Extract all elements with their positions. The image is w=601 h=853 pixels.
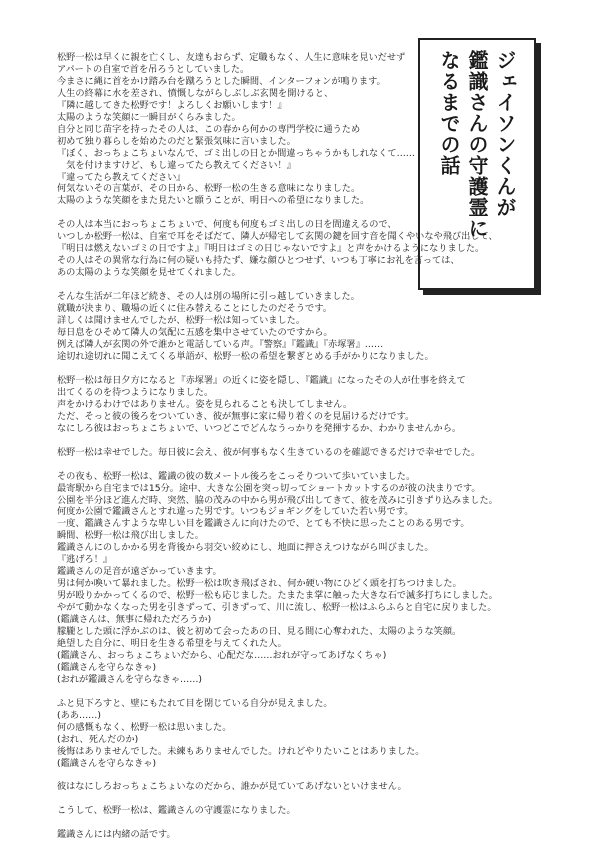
text-line: その人はその異常な行為に何の疑いも持たず、嫌な顔ひとつせず、いつも丁寧にお礼を言っては、 [57, 255, 460, 267]
text-line: 鑑識さんにのしかかる男を背後から羽交い絞めにし、地面に押さえつけながら叫びました。 [57, 542, 434, 554]
text-line: 男が殴りかかってくるので、松野一松も応じました。たまたま掌に触った大きな石で滅多打ちにしました。 [57, 590, 498, 602]
text-line: 今まさに縄に首をかけ踏み台を蹴ろうとした瞬間、インターフォンが鳴ります。 [57, 75, 386, 87]
text-line: いつしか松野一松は、自室で耳をそばだて、隣人が帰宅して玄関の鍵を回す音を聞くやいなや飛び出して、 [57, 231, 498, 243]
text-line: 一度、鑑識さんすような卑しい目を鑑識さんに向けたので、とても不快に思ったことのある男です。 [57, 518, 470, 530]
text-line: (鑑識さんを守らなきゃ) [57, 661, 157, 673]
text-line: (おれが鑑識さんを守らなきゃ……) [57, 673, 202, 685]
text-line: 太陽のような笑顔をまた見たいと願うことが、明日への希望になりました。 [57, 195, 370, 207]
text-line: 太陽のような笑顔に一瞬目がくらみました。 [57, 111, 241, 123]
text-line: (鑑識さんを守らなきゃ) [57, 757, 157, 769]
text-line: (鑑識さん、おっちょこちょいだから、心配だな……おれが守ってあげなくちゃ) [57, 649, 387, 661]
text-line: 『ぼく、おっちょこちょいなんで、ゴミ出しの日とか間違っちゃうかもしれなくて…… [57, 147, 415, 159]
text-line: 瞬間、松野一松は飛び出しました。 [57, 530, 204, 542]
paragraph [57, 447, 527, 459]
text-line: 松野一松は幸せでした。毎日彼に会え、彼が何事もなく生きているのを確認できるだけで幸せでした。 [57, 446, 481, 458]
text-line: (おれ、死んだのか) [57, 733, 139, 745]
text-line: 後悔はありませんでした。未練もありませんでした。けれどやりたいことはありました。 [57, 745, 425, 757]
paragraph [57, 219, 527, 279]
text-line: 毎日息をひそめて隣人の気配に五感を集中させていたのですから。 [57, 327, 333, 339]
paragraph [57, 698, 527, 770]
text-line: こうして、松野一松は、鑑識さんの守護霊になりました。 [57, 805, 296, 817]
text-line: ただ、そっと彼の後ろをついていき、彼が無事に家に帰り着くのを見届けるだけです。 [57, 410, 415, 422]
text-line: 気を付けますけど、もし違ってたら教えてください！』 [57, 159, 296, 171]
paragraph [57, 781, 527, 793]
story-body [57, 52, 527, 853]
text-line: 何気ないその言葉が、その日から、松野一松の生きる意味になりました。 [57, 183, 361, 195]
text-line: 『違ってたら教えてください』 [57, 171, 186, 183]
title-line-2: 鑑識さんの守護霊に [465, 50, 489, 239]
text-line: 『明日は燃えないゴミの日ですよ』『明日はゴミの日じゃないですよ』と声をかけるようになりました。 [57, 243, 485, 255]
text-line: その夜も、松野一松は、鑑識の彼の数メートル後ろをこっそりついて歩いていました。 [57, 470, 416, 482]
text-line: 就職が決まり、職場の近くに住み替えることにしたのだそうです。 [57, 303, 332, 315]
text-line: 朦朧とした頭に浮かぶのは、彼と初めて会ったあの日、見る間に心奪われた、太陽のような笑顔。 [57, 625, 462, 637]
paragraph [57, 805, 527, 817]
text-line: 途切れ途切れに聞こえてくる単語が、松野一松の希望を繋ぎとめる手がかりになりました。 [57, 350, 434, 362]
paragraph [57, 375, 527, 435]
text-line: (ああ……) [57, 709, 101, 721]
paragraph [57, 471, 527, 686]
text-line: 自分と同じ苗字を持ったその人は、この春から何かの専門学校に通うため [57, 123, 361, 135]
text-line: 『隣に越してきた松野です！よろしくお願いします！』 [57, 99, 287, 111]
title-line-3: なるまでの話 [437, 50, 461, 176]
text-line: ふと見下ろすと、壁にもたれて目を閉じている自分が見えました。 [57, 697, 333, 709]
text-line: 鑑識さんの足音が遠ざかっていきます。 [57, 566, 222, 578]
text-line: 初めて独り暮らしを始めたのだと緊張気味に言いました。 [57, 135, 296, 147]
text-line: アパートの自室で首を吊ろうとしていました。 [57, 63, 250, 75]
text-line: 『逃げろ！』 [57, 554, 113, 566]
text-line: (鑑識さんは、無事に帰れただろうか) [57, 614, 212, 626]
text-line: なにしろ彼はおっちょこちょいで、いつどこでどんなうっかりを発揮するか、わかりませんから。 [57, 422, 462, 434]
text-line: 何度か公園で鑑識さんとすれ違った男です。いつもジョギングをしていた若い男です。 [57, 506, 414, 518]
paragraph [57, 52, 527, 207]
paragraph [57, 291, 527, 363]
text-line: 松野一松は早くに親を亡くし、友達もおらず、定職もなく、人生に意味を見いだせず [57, 52, 406, 63]
text-line: 人生の終幕に水を差され、憤慨しながらしぶしぶ玄関を開けると、 [57, 87, 334, 99]
title-line-1: ジェイソンくんが [493, 50, 517, 218]
text-line: やがて動かなくなった男を引きずって、引きずって、川に流し、松野一松はふらふらと自宅に戻りました。 [57, 602, 497, 614]
text-line: 例えば隣人が玄関の外で誰かと電話している声。『警察』『鑑識』『赤塚署』…… [57, 338, 384, 350]
text-line: 鑑識さんには内緒の話です。 [57, 829, 176, 841]
text-line: 出てくるのを待つようになりました。 [57, 386, 214, 398]
text-line: 絶望した自分に、明日を生きる希望を与えてくれた人。 [57, 637, 287, 649]
paragraph [57, 829, 527, 841]
text-line: 何の感慨もなく、松野一松は思いました。 [57, 721, 232, 733]
text-line: その人は本当におっちょこちょいで、何度も何度もゴミ出しの日を間違えるので、 [57, 219, 397, 231]
text-line: 声をかけるわけではありません。姿を見られることも決してしません。 [57, 398, 353, 410]
text-line: 最寄駅から自宅までは15分。途中、大きな公園を突っ切ってショートカットするのが彼の決まりです。 [57, 482, 481, 494]
text-line: 彼はなにしろおっちょこちょいなのだから、誰かが見ていてあげないといけません。 [57, 781, 407, 793]
text-line: あの太陽のような笑顔を見せてくれました。 [57, 267, 241, 279]
text-line: 公園を半分ほど進んだ時、突然、脇の茂みの中から男が飛び出してきて、彼を茂みに引きずり込みました。 [57, 494, 498, 506]
text-line: そんな生活が二年ほど続き、その人は別の場所に引っ越していきました。 [57, 291, 360, 303]
text-line: 松野一松は毎日夕方になると『赤塚署』の近くに姿を隠し、『鑑識』になったその人が仕事を終えて [57, 374, 466, 386]
text-line: 男は何か喚いて暴れました。松野一松は吹き飛ばされ、何か硬い物にひどく頭を打ちつけました。 [57, 578, 462, 590]
text-line: 詳しくは聞けませんでしたが、松野一松は知っていました。 [57, 315, 306, 327]
